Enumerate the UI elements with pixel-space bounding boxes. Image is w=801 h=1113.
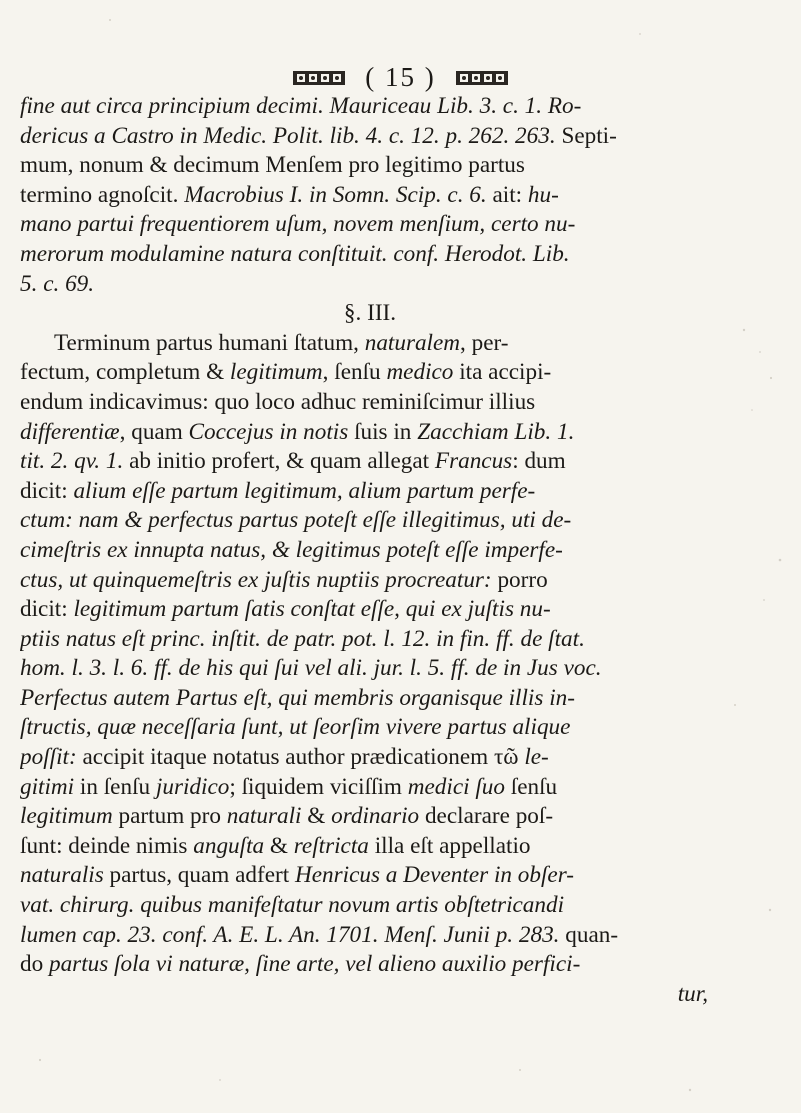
- italic-text-run: legitimum: [20, 803, 113, 830]
- roman-text-run: mum, nonum & decimum Menſem pro legitimo partus: [20, 152, 525, 179]
- ornament-left-icon: [291, 67, 347, 89]
- italic-text-run: tit. 2. qv. 1.: [20, 448, 124, 475]
- text-line: [20, 299, 720, 329]
- text-line: [20, 980, 720, 1010]
- italic-text-run: naturalis: [20, 862, 104, 889]
- italic-text-run: hom. l. 3. l. 6. ff. de his qui ſui vel ali. jur. l. 5. ff. de in Jus voc.: [20, 655, 602, 682]
- italic-text-run: Macrobius I. in Somn. Scip. c. 6.: [184, 181, 487, 208]
- body-text: [20, 92, 720, 1009]
- roman-text-run: &: [264, 832, 294, 859]
- italic-text-run: ptiis natus eſt princ. inſtit. de patr. pot. l. 12. in fin. ff. de ſtat.: [20, 625, 585, 652]
- roman-text-run: partum pro: [112, 803, 227, 830]
- roman-text-run: , ſenſu: [322, 359, 387, 386]
- text-line: [20, 210, 720, 240]
- roman-text-run: ait:: [486, 181, 528, 208]
- text-line: [20, 92, 720, 122]
- roman-text-run: , per-: [460, 329, 509, 356]
- text-line: [20, 418, 720, 448]
- page-number: ( 15 ): [365, 62, 436, 92]
- italic-text-run: merorum modulamine natura conſtituit. conf. Herodot. Lib.: [20, 240, 570, 267]
- roman-text-run: Septi-: [555, 122, 617, 149]
- italic-text-run: dericus a Castro in Medic. Polit. lib. 4. c. 12. p. 262. 263.: [20, 122, 556, 149]
- text-line: [20, 358, 720, 388]
- roman-text-run: ſuis in: [348, 418, 418, 445]
- roman-text-run: fectum, completum &: [20, 359, 230, 386]
- italic-text-run: ordinario: [331, 803, 420, 830]
- roman-text-run: endum indicavimus: quo loco adhuc reminiſcimur illius: [20, 388, 536, 415]
- text-line: [20, 713, 720, 743]
- italic-text-run: ctus, ut quinquemeſtris ex juſtis nuptiis procreatur:: [20, 566, 492, 593]
- roman-text-run: termino agnoſcit.: [20, 181, 185, 208]
- italic-text-run: hu-: [527, 181, 559, 208]
- roman-text-run: ſenſu: [504, 773, 558, 800]
- text-line: [20, 743, 720, 773]
- roman-text-run: §. III.: [343, 300, 397, 327]
- italic-text-run: mano partui frequentiorem uſum, novem menſium, certo nu-: [20, 211, 576, 238]
- text-line: [20, 625, 720, 655]
- italic-text-run: legitimum partum ſatis conſtat eſſe, qui ex juſtis nu-: [73, 596, 551, 623]
- roman-text-run: in ſenſu: [74, 773, 156, 800]
- text-line: [20, 240, 720, 270]
- text-line: [20, 802, 720, 832]
- italic-text-run: gitimi: [20, 773, 75, 800]
- roman-text-run: ab initio profert, & quam allegat: [123, 448, 435, 475]
- text-line: [20, 861, 720, 891]
- text-line: [20, 447, 720, 477]
- text-line: [20, 329, 720, 359]
- roman-text-run: dicit:: [20, 477, 74, 504]
- text-line: [20, 536, 720, 566]
- roman-text-run: partus, quam adfert: [103, 862, 295, 889]
- roman-text-run: , quam: [119, 418, 189, 445]
- roman-text-run: Terminum partus humani ſtatum,: [54, 329, 365, 356]
- italic-text-run: juridico: [155, 773, 230, 800]
- text-line: [20, 151, 720, 181]
- italic-text-run: Perfectus autem Partus eſt, qui membris organisque illis in-: [20, 684, 575, 711]
- text-line: [20, 684, 720, 714]
- roman-text-run: : dum: [512, 448, 566, 475]
- text-line: [20, 566, 720, 596]
- roman-text-run: ita accipi-: [453, 359, 552, 386]
- page-header: [0, 62, 801, 93]
- text-line: [20, 122, 720, 152]
- roman-text-run: ſunt: deinde nimis: [20, 832, 194, 859]
- roman-text-run: accipit itaque notatus author prædicationem τῶ: [76, 744, 525, 771]
- italic-text-run: vat. chirurg. quibus manifeſtatur novum artis obſtetricandi: [20, 892, 565, 919]
- italic-text-run: legitimum: [229, 359, 323, 386]
- italic-text-run: lumen cap. 23. conf. A. E. L. An. 1701. Menſ. Junii p. 283.: [20, 921, 560, 948]
- text-line: [20, 181, 720, 211]
- italic-text-run: differentiæ: [20, 418, 120, 445]
- italic-text-run: Zacchiam Lib. 1.: [417, 418, 575, 445]
- text-line: [20, 773, 720, 803]
- italic-text-run: reſtricta: [293, 832, 369, 859]
- italic-text-run: anguſta: [193, 832, 265, 859]
- italic-text-run: medico: [386, 359, 454, 386]
- italic-text-run: ctum: nam & perfectus partus poteſt eſſe illegitimus, uti de-: [20, 507, 572, 534]
- italic-text-run: poſſit:: [20, 744, 77, 771]
- roman-text-run: do: [20, 951, 49, 978]
- text-line: [20, 832, 720, 862]
- roman-text-run: declarare poſ-: [419, 803, 554, 830]
- roman-text-run: ; ſiquidem viciſſim: [229, 773, 408, 800]
- italic-text-run: medici ſuo: [407, 773, 505, 800]
- italic-text-run: fine aut circa principium decimi. Mauriceau Lib. 3. c. 1. Ro-: [20, 93, 582, 119]
- text-line: [20, 270, 720, 300]
- italic-text-run: 5. c. 69.: [20, 270, 95, 297]
- italic-text-run: alium eſſe partum legitimum, alium partum perfe-: [73, 477, 536, 504]
- roman-text-run: dicit:: [20, 596, 74, 623]
- italic-text-run: cimeſtris ex innupta natus, & legitimus poteſt eſſe imperfe-: [20, 536, 563, 563]
- text-line: [20, 595, 720, 625]
- roman-text-run: porro: [491, 566, 548, 593]
- text-line: [20, 506, 720, 536]
- text-line: [20, 477, 720, 507]
- text-line: [20, 950, 720, 980]
- ornament-right-icon: [454, 67, 510, 89]
- text-line: [20, 388, 720, 418]
- italic-text-run: ſtructis, quæ neceſſaria ſunt, ut ſeorſim vivere partus alique: [20, 714, 571, 741]
- italic-text-run: tur,: [677, 980, 708, 1007]
- text-line: [20, 921, 720, 951]
- italic-text-run: partus ſola vi naturæ, ſine arte, vel alieno auxilio perfici-: [48, 951, 581, 978]
- text-line: [20, 891, 720, 921]
- italic-text-run: Coccejus in notis: [188, 418, 349, 445]
- roman-text-run: &: [301, 803, 332, 830]
- italic-text-run: Henricus a Deventer in obſer-: [294, 862, 574, 889]
- italic-text-run: naturali: [226, 803, 302, 830]
- italic-text-run: naturalem: [364, 329, 461, 356]
- italic-text-run: Francus: [434, 448, 513, 475]
- text-line: [20, 654, 720, 684]
- italic-text-run: le-: [524, 744, 549, 771]
- roman-text-run: quan-: [559, 921, 619, 948]
- roman-text-run: illa eſt appellatio: [368, 832, 531, 859]
